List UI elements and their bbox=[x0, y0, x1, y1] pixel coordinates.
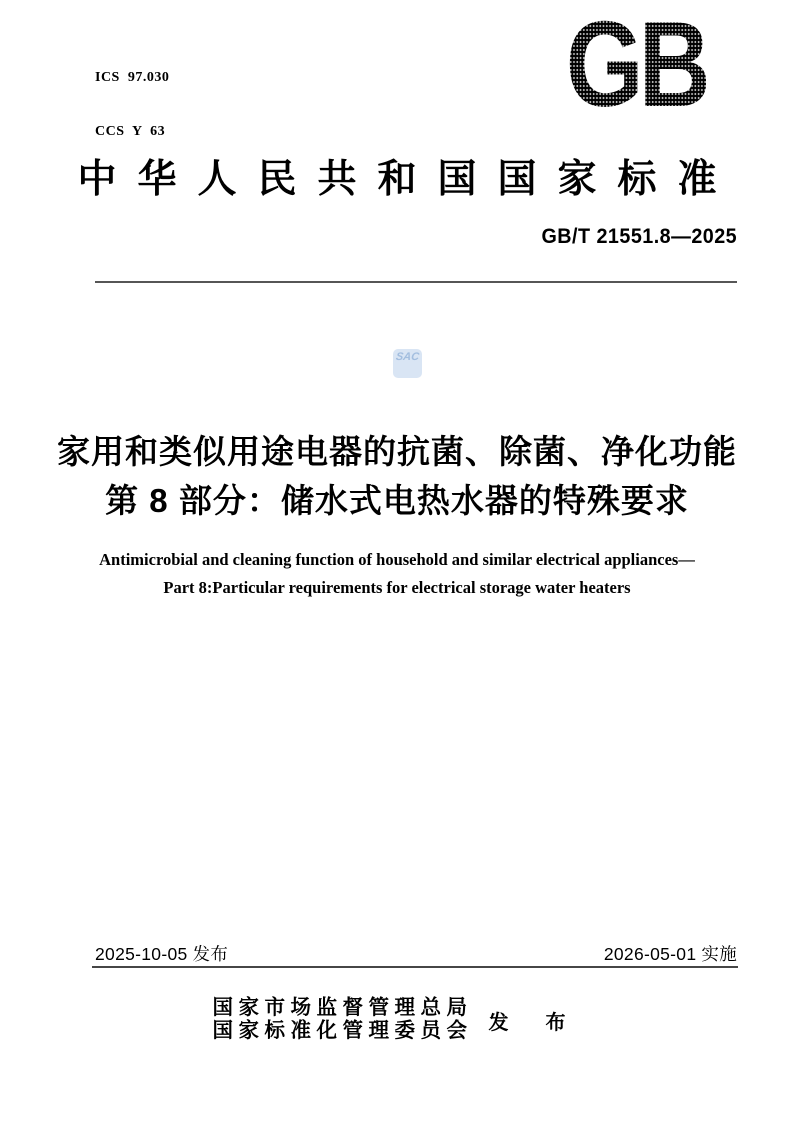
implement-date-row bbox=[604, 941, 737, 966]
implement-date: 2026-05-01 bbox=[603, 944, 697, 964]
standard-number: GB/T 21551.8—2025 bbox=[541, 225, 737, 248]
gb-logo: GB bbox=[565, 0, 706, 132]
issue-date-row bbox=[95, 941, 228, 966]
issue-date-label: 发布 bbox=[192, 944, 229, 964]
standard-title-en-line1: Antimicrobial and cleaning function of household and similar electrical appliances— bbox=[99, 550, 695, 569]
standard-title-english bbox=[0, 546, 794, 602]
standard-title-en-line2: Part 8:Particular requirements for electrical storage water heaters bbox=[163, 578, 631, 597]
ccs-code: CCS Y 63 bbox=[95, 124, 166, 139]
standard-title-chinese bbox=[0, 427, 794, 525]
publisher-line-1: 国家市场监督管理总局 bbox=[212, 997, 473, 1019]
publisher-block bbox=[0, 997, 794, 1043]
publish-label: 发 布 bbox=[488, 1011, 582, 1034]
sac-watermark-text: SAC bbox=[395, 351, 420, 363]
implement-date-label: 实施 bbox=[701, 944, 737, 964]
national-standard-heading: 中华人民共和国国家标准 bbox=[77, 158, 738, 201]
ics-code: ICS 97.030 bbox=[95, 70, 170, 85]
header-divider bbox=[95, 281, 737, 283]
standard-title-zh-line2: 第 8 部分：储水式电热水器的特殊要求 bbox=[105, 482, 689, 519]
publisher-names bbox=[213, 997, 473, 1043]
sac-watermark bbox=[393, 349, 422, 378]
footer-divider bbox=[92, 966, 738, 968]
standard-title-zh-line1: 家用和类似用途电器的抗菌、除菌、净化功能 bbox=[57, 433, 737, 470]
issue-date: 2025-10-05 bbox=[95, 944, 188, 964]
publisher-line-2: 国家标准化管理委员会 bbox=[212, 1020, 473, 1042]
